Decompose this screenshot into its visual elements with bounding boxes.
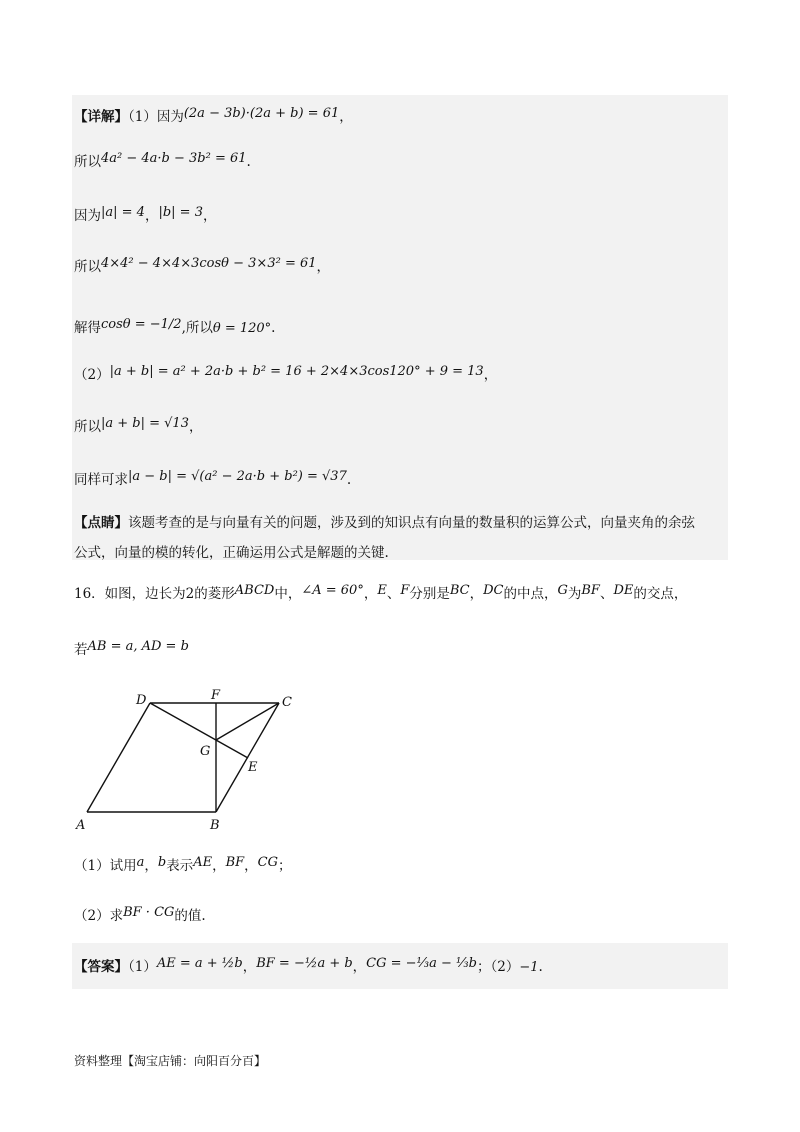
equation-4: 4×4² − 4×4×3cosθ − 3×3² = 61 xyxy=(101,256,317,271)
problem-text: 16．如图，边长为2的菱形 xyxy=(74,586,235,602)
problem-text: ， xyxy=(469,586,484,602)
punct: ， xyxy=(242,959,257,975)
label-e: E xyxy=(248,760,258,775)
problem-text: 、 xyxy=(599,586,614,602)
label-c: C xyxy=(282,695,292,710)
punct: ， xyxy=(352,959,367,975)
label-a: A xyxy=(76,818,86,833)
detail-title: 【详解】 xyxy=(74,109,128,125)
problem-text: ； xyxy=(278,858,292,874)
equation-2: 4a² − 4a·b − 3b² = 61 xyxy=(101,151,247,166)
problem-text: ， xyxy=(244,858,258,874)
punct: . xyxy=(246,154,251,170)
detail-line-8 xyxy=(74,470,351,491)
detail-line-4 xyxy=(74,257,330,278)
problem-text: 的交点， xyxy=(633,586,688,602)
math-condition: AB = a, AD = b xyxy=(87,639,189,654)
answer-bf: BF = −½a + b xyxy=(256,956,353,971)
punct: . xyxy=(346,472,352,488)
side-da xyxy=(87,703,150,812)
question-2 xyxy=(74,906,206,927)
problem-text: ， xyxy=(212,858,226,874)
text-so: 所以 xyxy=(74,154,101,170)
math-dot-product: BF · CG xyxy=(123,905,175,920)
equation-3b: |b| = 3 xyxy=(158,205,203,220)
math-g: G xyxy=(557,583,568,598)
punct: ； xyxy=(476,959,491,975)
punct: . xyxy=(538,959,543,975)
problem-text: （2）求 xyxy=(74,908,124,924)
answer-line xyxy=(74,957,543,978)
problem-text: 表示 xyxy=(166,858,194,874)
math-vec-a: a xyxy=(136,855,145,870)
problem-16-line-1 xyxy=(74,584,687,605)
math-abcd: ABCD xyxy=(234,583,275,598)
answer-title: 【答案】 xyxy=(74,959,128,975)
punct: ， xyxy=(316,259,331,275)
math-vec-b: b xyxy=(157,855,167,870)
problem-text: 的值. xyxy=(174,908,206,924)
segment-cg xyxy=(216,703,279,740)
detail-line-3: 因为|a| = 4，|b| = 3， xyxy=(74,205,217,224)
punct: . xyxy=(271,320,276,336)
rhombus-figure xyxy=(70,688,310,838)
text-because: 因为 xyxy=(74,208,101,224)
question-1 xyxy=(74,856,292,877)
detail-line-7 xyxy=(74,417,202,438)
math-vec-cg: CG xyxy=(257,855,278,870)
problem-16-line-2 xyxy=(74,640,189,661)
label-f: F xyxy=(211,688,221,703)
detail-part2-label: （2） xyxy=(74,367,110,383)
label-g: G xyxy=(200,744,211,759)
math-bc: BC xyxy=(449,583,470,598)
punct: ， xyxy=(188,419,203,435)
problem-text: 中， xyxy=(274,586,302,602)
answer-part2-label: （2） xyxy=(490,959,520,975)
math-vec-ae: AE xyxy=(193,855,213,870)
comment-title: 【点睛】 xyxy=(74,515,128,531)
detail-line-2 xyxy=(74,152,251,173)
comment-text-2: 公式，向量的模的转化，正确运用公式是解题的关键. xyxy=(74,545,389,561)
text-so: 所以 xyxy=(74,419,101,435)
problem-text: （1）试用 xyxy=(74,858,137,874)
problem-text: 若 xyxy=(74,642,88,658)
footer-credit: 资料整理【淘宝店铺：向阳百分百】 xyxy=(74,1054,267,1068)
answer-dot-value: −1 xyxy=(519,960,539,975)
comment-line-2 xyxy=(74,543,389,563)
math-e: E xyxy=(377,583,387,598)
equation-6: θ = 120° xyxy=(212,321,272,336)
text-solve: 解得 xyxy=(74,320,101,336)
answer-part1-label: （1） xyxy=(128,959,157,975)
label-b: B xyxy=(210,818,220,833)
math-f: F xyxy=(400,583,410,598)
math-angle: ∠A = 60° xyxy=(301,583,364,598)
text-so: ,所以 xyxy=(181,320,213,336)
text-so: 所以 xyxy=(74,259,101,275)
equation-9: |a − b| = √(a² − 2a·b + b²) = √37 xyxy=(128,469,347,484)
punct: ， xyxy=(339,109,353,125)
comment-text-1: 该题考查的是与向量有关的问题，涉及到的知识点有向量的数量积的运算公式，向量夹角的余弦 xyxy=(128,515,695,531)
comment-line-1 xyxy=(74,513,695,533)
math-dc: DC xyxy=(483,583,504,598)
equation-8: |a + b| = √13 xyxy=(101,416,189,431)
problem-text: 的中点， xyxy=(503,586,558,602)
equation-7: |a + b| = a² + 2a·b + b² = 16 + 2×4×3cos120° + 9 = 13 xyxy=(109,364,484,379)
problem-text: 为 xyxy=(567,586,582,602)
text-similarly: 同样可求 xyxy=(74,472,128,488)
math-de: DE xyxy=(613,583,634,598)
math-vec-bf: BF xyxy=(225,855,245,870)
problem-text: 、 xyxy=(386,586,401,602)
label-d: D xyxy=(136,693,147,708)
math-bf: BF xyxy=(581,583,600,598)
detail-line-5 xyxy=(74,318,275,339)
equation-3a: |a| = 4 xyxy=(101,205,145,220)
problem-text: ， xyxy=(144,858,158,874)
problem-text: ， xyxy=(363,586,378,602)
answer-ae: AE = a + ½b xyxy=(156,956,243,971)
detail-part1-label: （1）因为 xyxy=(128,109,184,125)
detail-line-1 xyxy=(74,107,353,128)
problem-text: 分别是 xyxy=(409,586,450,602)
detail-line-6 xyxy=(74,365,497,386)
punct: ， xyxy=(202,208,217,224)
equation-1: (2a − 3b)·(2a + b) = 61 xyxy=(183,106,340,121)
answer-cg: CG = −⅓a − ⅓b xyxy=(366,956,477,971)
punct: ， xyxy=(483,367,498,383)
equation-5: cosθ = −1/2 xyxy=(101,317,182,332)
